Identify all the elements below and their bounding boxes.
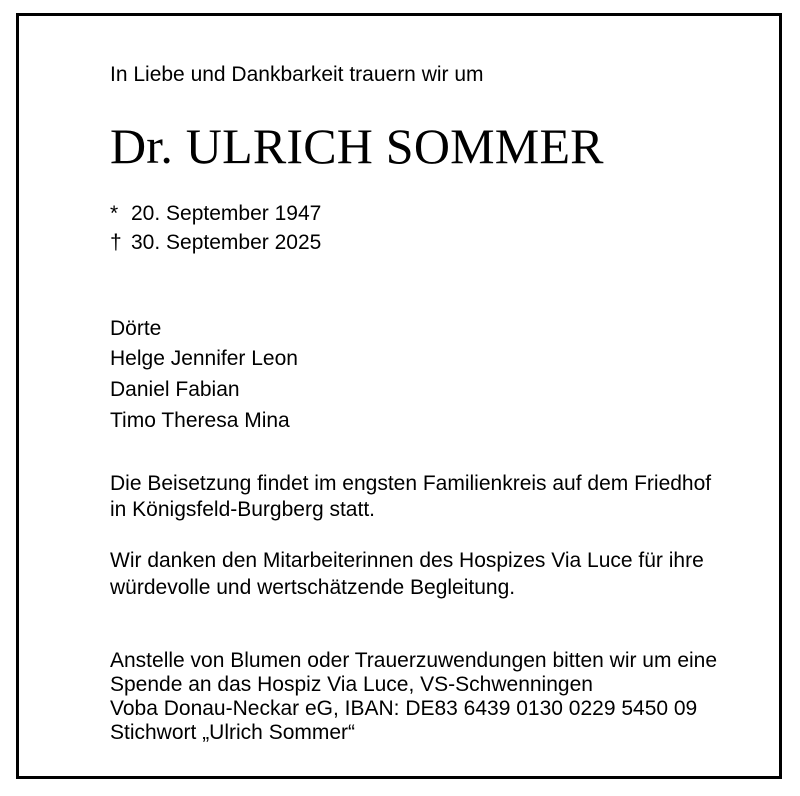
mourner-2: Helge Jennifer Leon [110,347,298,370]
intro-text: In Liebe und Dankbarkeit trauern wir um [110,63,484,86]
thanks-line-1: Wir danken den Mitarbeiterinnen des Hospizes Via Luce für ihre [110,549,704,572]
donation-line-2: Spende an das Hospiz Via Luce, VS-Schwenningen [110,673,593,696]
mourner-4: Timo Theresa Mina [110,409,290,432]
death-cross-icon: † [110,231,122,254]
death-date: 30. September 2025 [131,231,322,254]
burial-line-1: Die Beisetzung findet im engsten Familienkreis auf dem Friedhof [110,472,712,495]
burial-line-2: in Königsfeld-Burgberg statt. [110,498,375,521]
mourner-1: Dörte [110,317,162,340]
donation-line-3: Voba Donau-Neckar eG, IBAN: DE83 6439 0130 0229 5450 09 [110,697,698,720]
donation-line-4: Stichwort „Ulrich Sommer“ [110,721,356,744]
birth-line [110,201,321,227]
thanks-line-2: würdevolle und wertschätzende Begleitung. [110,576,516,599]
mourner-3: Daniel Fabian [110,378,240,401]
deceased-name: Dr. ULRICH SOMMER [110,118,604,174]
birth-date: 20. September 1947 [131,202,322,225]
death-line [110,230,321,256]
donation-line-1: Anstelle von Blumen oder Trauerzuwendungen bitten wir um eine [110,649,718,672]
birth-symbol: * [110,202,119,225]
